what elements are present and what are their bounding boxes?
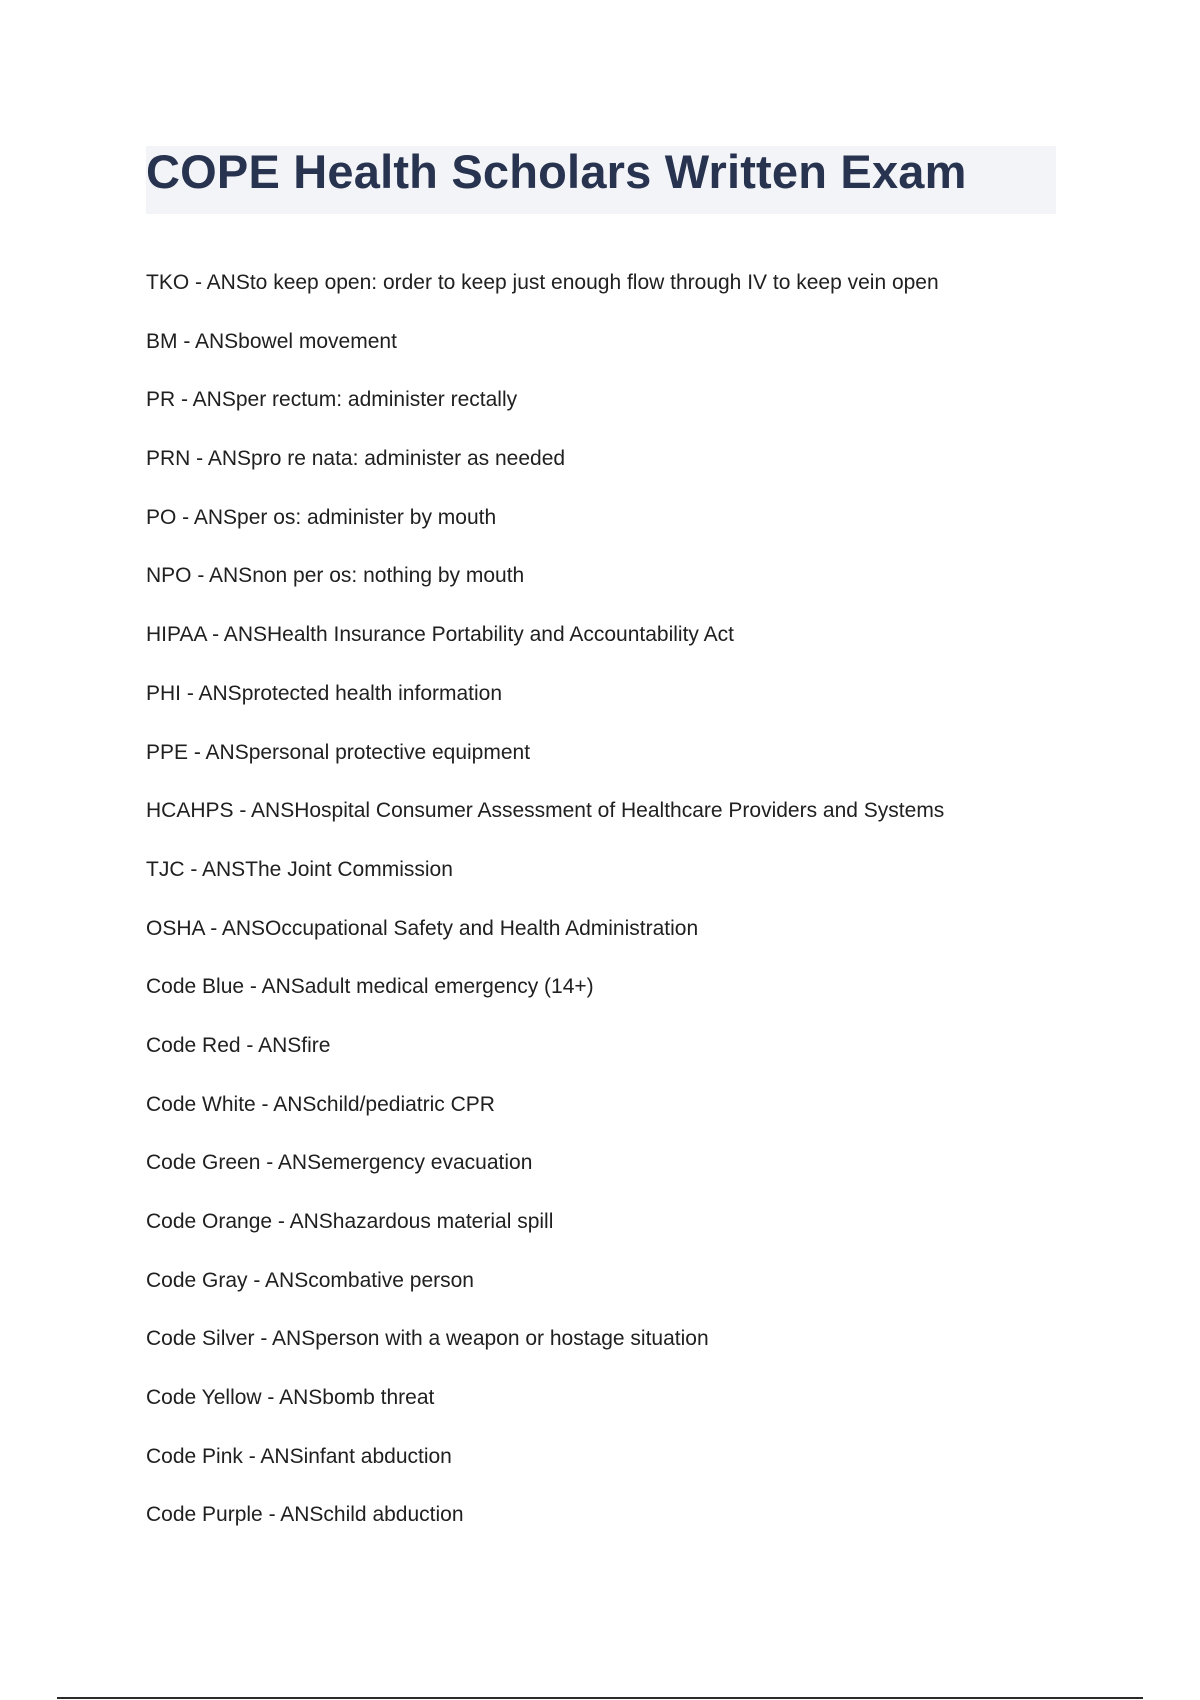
term-npo: NPO - ANSnon per os: nothing by mouth [146,564,525,588]
page-title: COPE Health Scholars Written Exam [146,145,967,198]
term-pr: PR - ANSper rectum: administer rectally [146,388,518,412]
term-osha: OSHA - ANSOccupational Safety and Health Administration [146,916,699,940]
term-code-purple: Code Purple - ANSchild abduction [146,1503,464,1527]
term-po: PO - ANSper os: administer by mouth [146,505,497,529]
footer-divider [57,1697,1143,1699]
term-code-pink: Code Pink - ANSinfant abduction [146,1444,452,1468]
term-tjc: TJC - ANSThe Joint Commission [146,857,453,881]
term-code-silver: Code Silver - ANSperson with a weapon or hostage situation [146,1327,709,1351]
term-code-yellow: Code Yellow - ANSbomb threat [146,1386,435,1410]
term-ppe: PPE - ANSpersonal protective equipment [146,740,531,764]
term-hipaa: HIPAA - ANSHealth Insurance Portability and Accountability Act [146,623,734,647]
term-code-blue: Code Blue - ANSadult medical emergency (14+) [146,975,594,999]
term-code-white: Code White - ANSchild/pediatric CPR [146,1092,495,1116]
term-code-green: Code Green - ANSemergency evacuation [146,1151,533,1175]
term-code-gray: Code Gray - ANScombative person [146,1268,474,1292]
term-prn: PRN - ANSpro re nata: administer as needed [146,447,566,471]
term-hcahps: HCAHPS - ANSHospital Consumer Assessment of Healthcare Providers and Systems [146,799,945,823]
term-list [146,268,1066,1559]
term-bm: BM - ANSbowel movement [146,329,397,353]
term-tko: TKO - ANSto keep open: order to keep just enough flow through IV to keep vein open [146,271,939,294]
term-code-red: Code Red - ANSfire [146,1033,331,1057]
term-phi: PHI - ANSprotected health information [146,681,503,705]
term-code-orange: Code Orange - ANShazardous material spill [146,1210,554,1233]
